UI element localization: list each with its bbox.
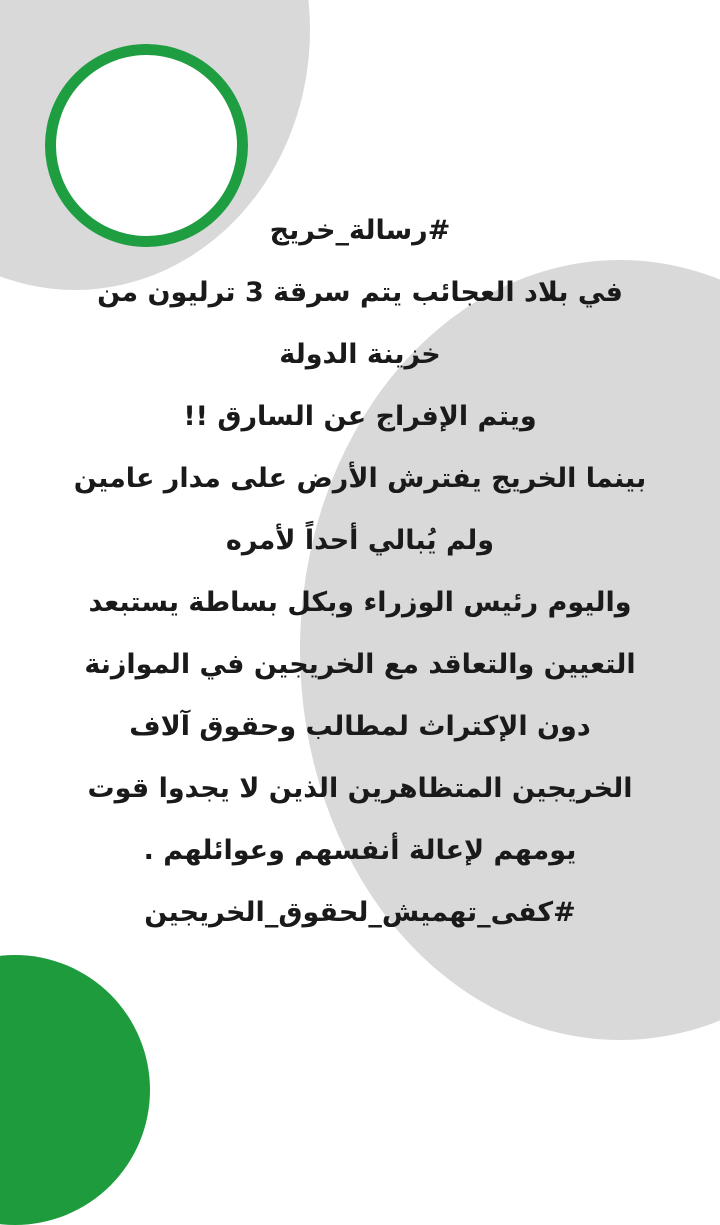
poster-text <box>30 200 690 944</box>
text-line: التعيين والتعاقد مع الخريجين في الموازنة <box>84 649 636 680</box>
text-line: واليوم رئيس الوزراء وبكل بساطة يستبعد <box>88 587 632 618</box>
green-corner-circle <box>0 955 150 1225</box>
text-line: ويتم الإفراج عن السارق !! <box>183 401 537 432</box>
text-line: في بلاد العجائب يتم سرقة 3 ترليون من <box>97 277 623 308</box>
text-line: دون الإكتراث لمطالب وحقوق آلاف <box>129 711 591 742</box>
hashtag-footer: #كفى_تهميش_لحقوق_الخريجين <box>144 897 576 928</box>
hashtag-title: #رسالة_خريج <box>269 215 451 246</box>
text-line: الخريجين المتظاهرين الذين لا يجدوا قوت <box>87 773 633 804</box>
text-line: ولم يُبالي أحداً لأمره <box>225 525 495 556</box>
text-line: خزينة الدولة <box>279 339 441 370</box>
text-line: يومهم لإعالة أنفسهم وعوائلهم . <box>143 835 577 866</box>
text-line: بينما الخريج يفترش الأرض على مدار عامين <box>73 463 647 494</box>
